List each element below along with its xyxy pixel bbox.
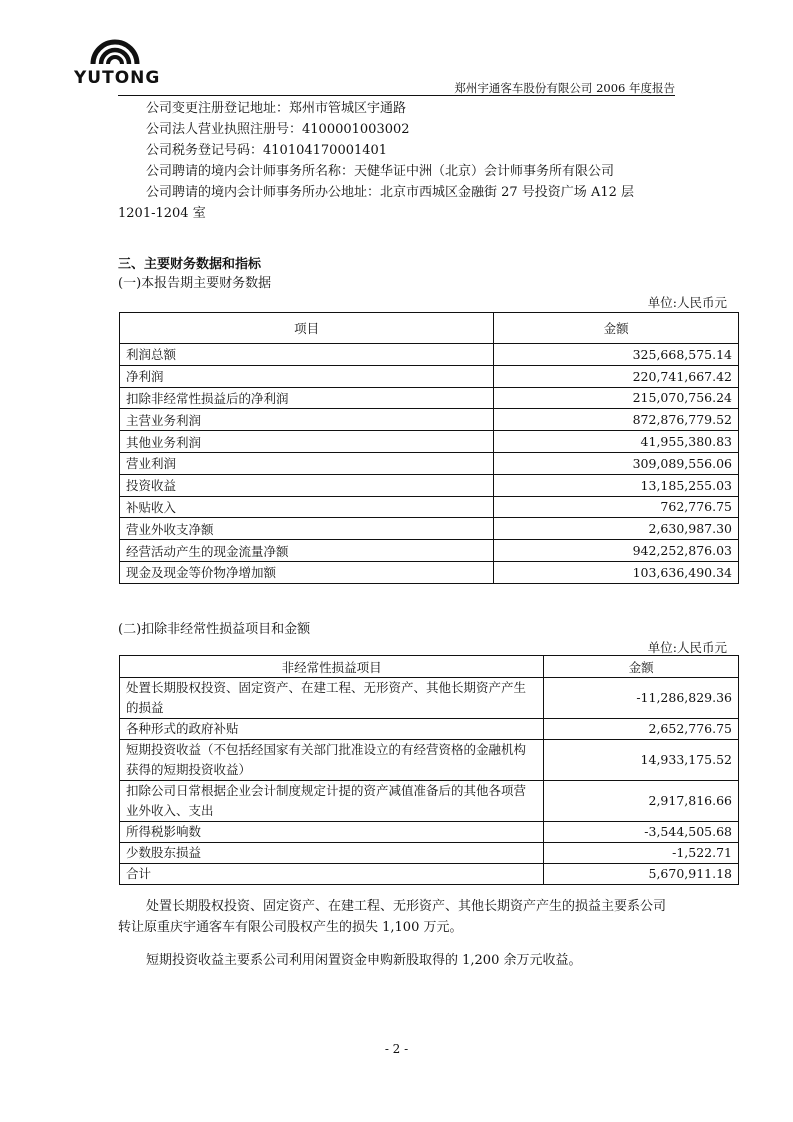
row-label: 少数股东损益 [120, 843, 544, 864]
row-amount: 215,070,756.24 [494, 387, 739, 409]
accounting-firm-name: 公司聘请的境内会计师事务所名称：天健华证中洲（北京）会计师事务所有限公司 [146, 164, 615, 179]
yutong-arcs-icon [90, 36, 140, 66]
table-row [120, 540, 739, 562]
row-amount: 103,636,490.34 [494, 561, 739, 583]
brand-name: YUTONG [74, 68, 161, 88]
table2-unit: 单位:人民币元 [647, 640, 727, 655]
row-label: 净利润 [120, 365, 494, 387]
row-label: 处置长期股权投资、固定资产、在建工程、无形资产、其他长期资产产生的损益 [120, 678, 544, 719]
row-amount: -1,522.71 [544, 843, 739, 864]
row-amount: 872,876,779.52 [494, 409, 739, 431]
row-amount: 762,776.75 [494, 496, 739, 518]
row-amount: 2,917,816.66 [544, 781, 739, 822]
note-asset-disposal: 处置长期股权投资、固定资产、在建工程、无形资产、其他长期资产产生的损益主要系公司转让原重庆宇通客车有限公司股权产生的损失 1,100 万元。 [118, 899, 667, 935]
table1-unit: 单位:人民币元 [647, 295, 727, 310]
table-row [120, 474, 739, 496]
main-financial-data-table [119, 312, 739, 584]
column-header-item: 项目 [120, 313, 494, 344]
column-header-amount: 金额 [544, 656, 739, 678]
table2-subtitle: (二)扣除非经常性损益项目和金额 [118, 622, 311, 637]
row-label: 经营活动产生的现金流量净额 [120, 540, 494, 562]
table-header-row [120, 313, 739, 344]
row-amount: -3,544,505.68 [544, 822, 739, 843]
header-divider [118, 95, 675, 96]
row-amount: 14,933,175.52 [544, 740, 739, 781]
row-amount: 41,955,380.83 [494, 431, 739, 453]
table-row [120, 518, 739, 540]
table-row [120, 678, 739, 719]
row-amount: 2,630,987.30 [494, 518, 739, 540]
table-row [120, 740, 739, 781]
row-label: 营业外收支净额 [120, 518, 494, 540]
row-label: 补贴收入 [120, 496, 494, 518]
row-label: 短期投资收益（不包括经国家有关部门批准设立的有经营资格的金融机构获得的短期投资收益） [120, 740, 544, 781]
column-header-amount: 金额 [494, 313, 739, 344]
row-amount: 5,670,911.18 [544, 864, 739, 885]
accounting-firm-address: 公司聘请的境内会计师事务所办公地址：北京市西城区金融街 27 号投资广场 A12 层 1201-1204 室 [118, 185, 635, 221]
row-label: 合计 [120, 864, 544, 885]
row-amount: 13,185,255.03 [494, 474, 739, 496]
non-recurring-items-table [119, 655, 739, 885]
table-row [120, 409, 739, 431]
table-row [120, 561, 739, 583]
table-row [120, 719, 739, 740]
row-label: 扣除公司日常根据企业会计制度规定计提的资产减值准备后的其他各项营业外收入、支出 [120, 781, 544, 822]
table-row [120, 344, 739, 366]
row-label: 投资收益 [120, 474, 494, 496]
row-label: 现金及现金等价物净增加额 [120, 561, 494, 583]
tax-registration-number: 公司税务登记号码：410104170001401 [146, 143, 388, 158]
table-row [120, 365, 739, 387]
page-number: - 2 - [384, 1042, 409, 1056]
table-row [120, 822, 739, 843]
row-amount: 942,252,876.03 [494, 540, 739, 562]
section-heading: 三、主要财务数据和指标 [118, 257, 262, 272]
row-label: 扣除非经常性损益后的净利润 [120, 387, 494, 409]
report-title: 郑州宇通客车股份有限公司 2006 年度报告 [454, 81, 675, 95]
registered-address: 公司变更注册登记地址：郑州市管城区宇通路 [146, 101, 407, 116]
table-row [120, 431, 739, 453]
row-label: 主营业务利润 [120, 409, 494, 431]
table-row [120, 843, 739, 864]
row-label: 其他业务利润 [120, 431, 494, 453]
row-amount: 220,741,667.42 [494, 365, 739, 387]
row-label: 营业利润 [120, 452, 494, 474]
table-row [120, 452, 739, 474]
table-header-row [120, 656, 739, 678]
business-license-number: 公司法人营业执照注册号：4100001003002 [146, 122, 410, 137]
table-row [120, 387, 739, 409]
row-label: 利润总额 [120, 344, 494, 366]
notes [118, 896, 675, 971]
row-amount: 2,652,776.75 [544, 719, 739, 740]
yutong-logo [74, 36, 161, 92]
table-row [120, 496, 739, 518]
row-label: 所得税影响数 [120, 822, 544, 843]
column-header-item: 非经常性损益项目 [120, 656, 544, 678]
row-amount: 309,089,556.06 [494, 452, 739, 474]
table-row [120, 781, 739, 822]
company-info [118, 98, 675, 224]
row-amount: 325,668,575.14 [494, 344, 739, 366]
table-row [120, 864, 739, 885]
row-label: 各种形式的政府补贴 [120, 719, 544, 740]
row-amount: -11,286,829.36 [544, 678, 739, 719]
table1-subtitle: (一)本报告期主要财务数据 [118, 276, 272, 291]
note-short-term-investment: 短期投资收益主要系公司利用闲置资金申购新股取得的 1,200 余万元收益。 [146, 953, 582, 968]
